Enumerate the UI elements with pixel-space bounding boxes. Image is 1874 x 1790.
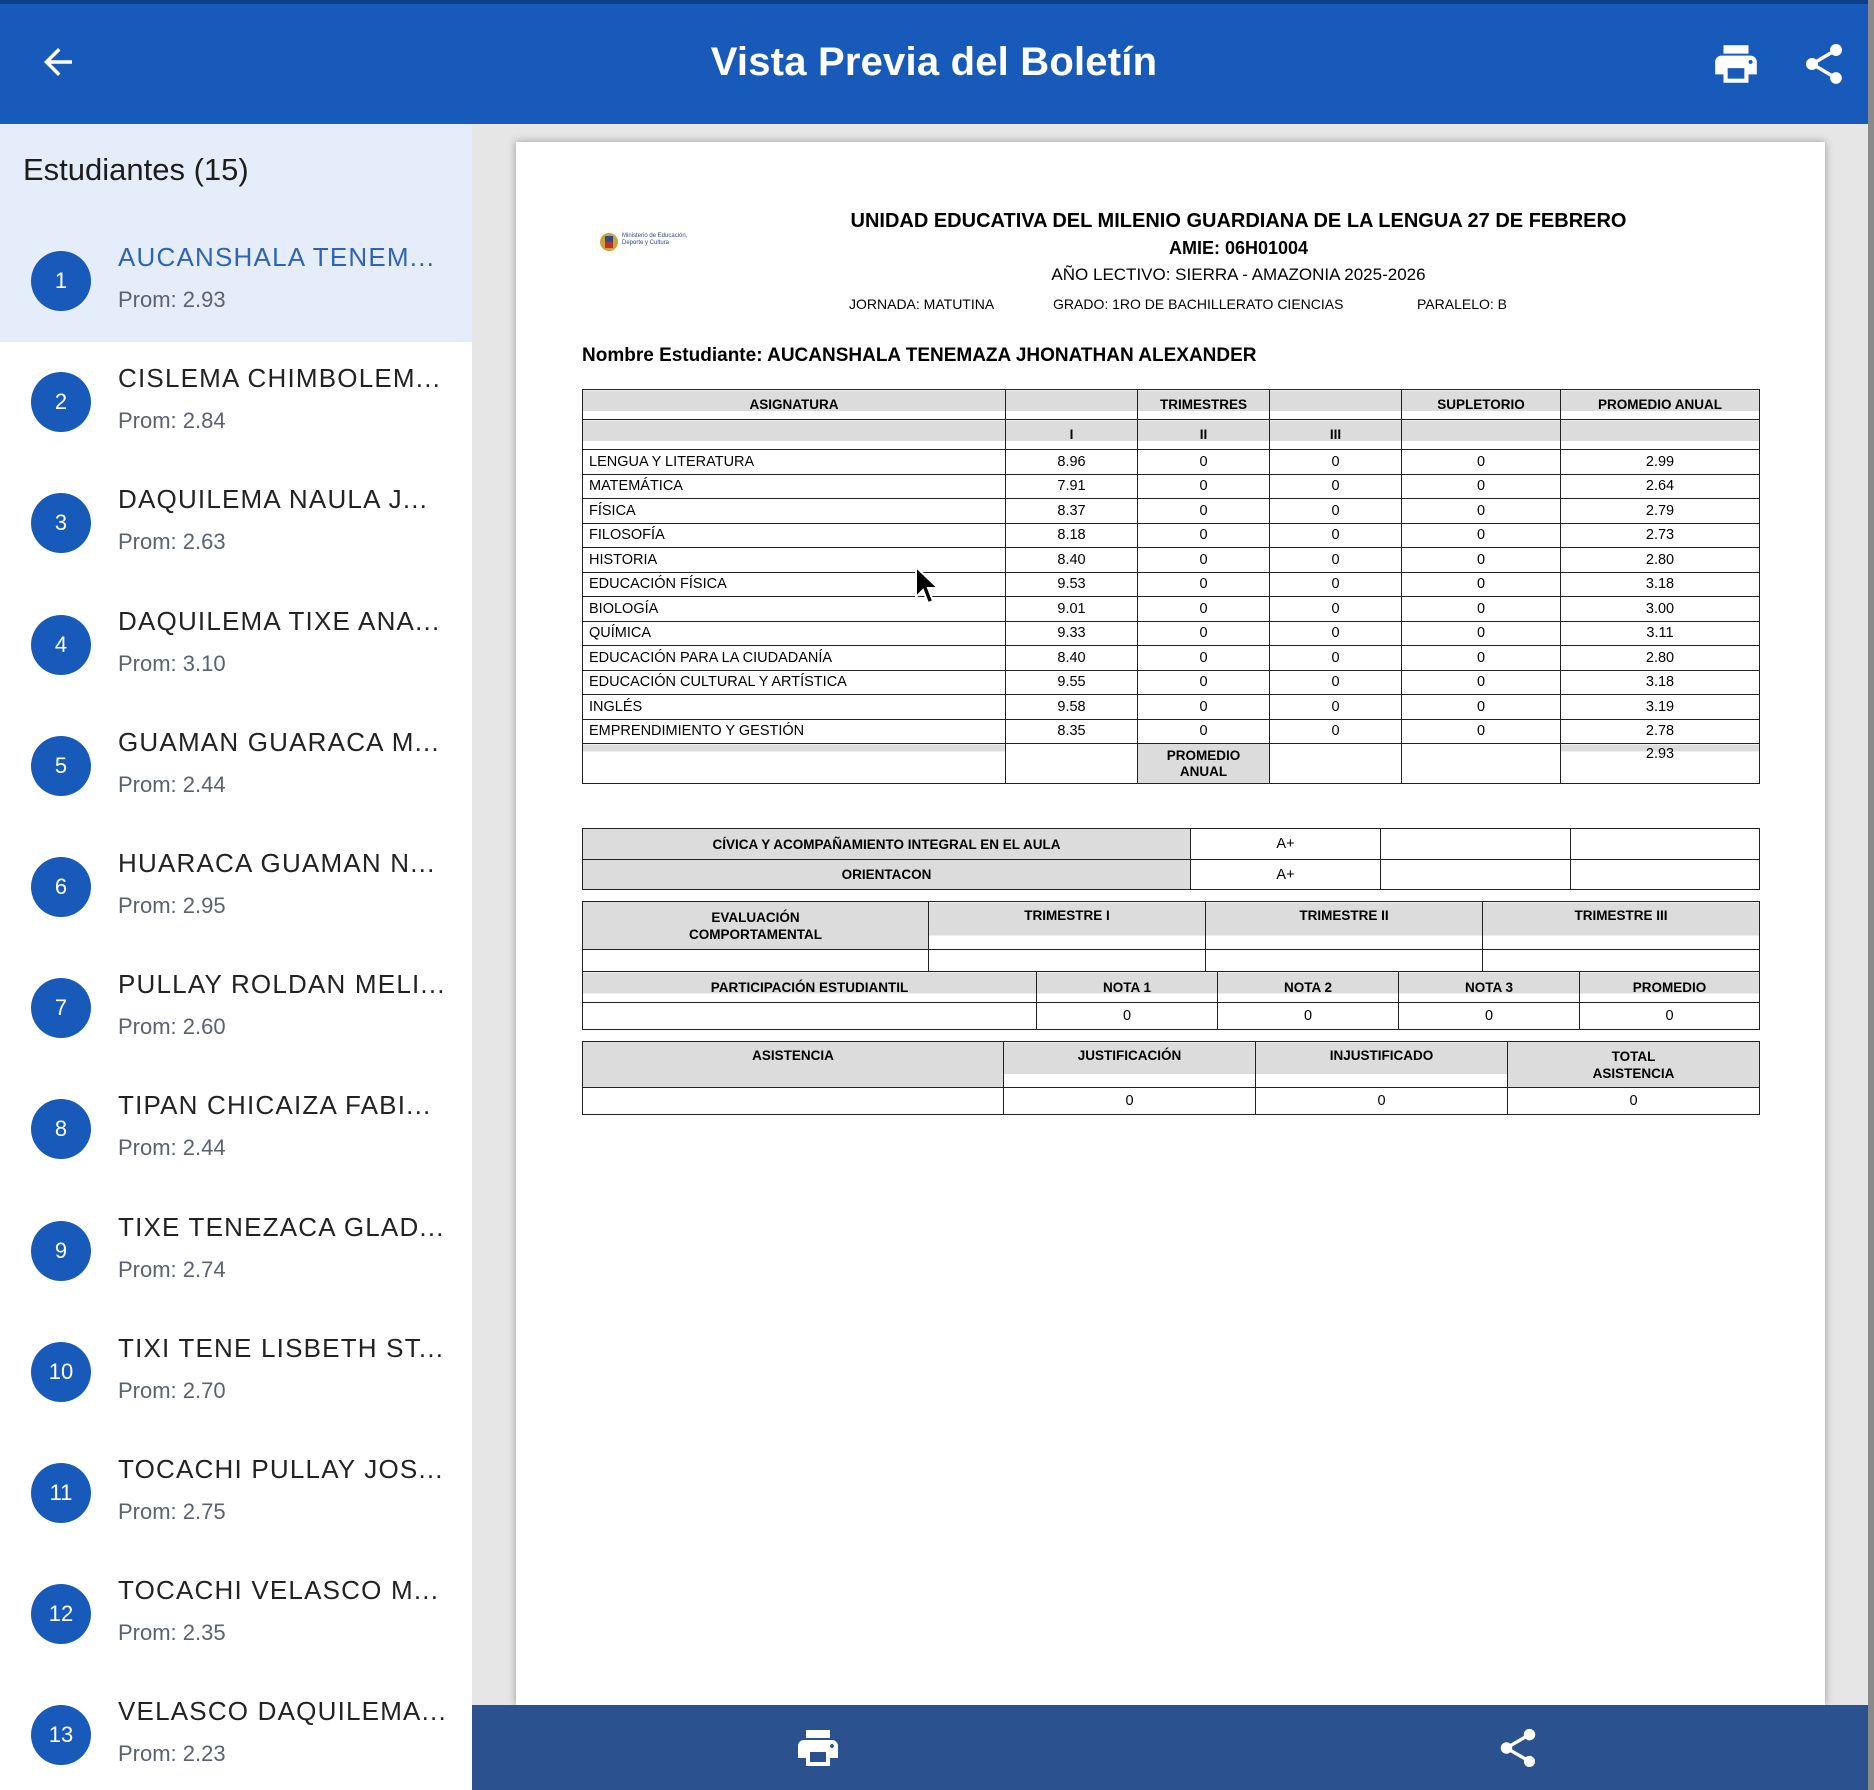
civica-label: CÍVICA Y ACOMPAÑAMIENTO INTEGRAL EN EL AULA <box>583 829 1191 860</box>
grade-cell: 8.18 <box>1006 523 1138 548</box>
injustificado-header: INJUSTIFICADO <box>1256 1042 1508 1088</box>
empty-cell <box>1381 860 1571 890</box>
comportamiento-table <box>582 901 1760 975</box>
grade-row <box>583 450 1760 475</box>
nota2-header: NOTA 2 <box>1218 972 1399 1003</box>
annual-average-label-text: PROMEDIO ANUAL <box>1166 747 1241 779</box>
grade-cell: 0 <box>1402 572 1561 597</box>
total-asistencia-header <box>1508 1042 1760 1088</box>
print-icon <box>1711 39 1761 89</box>
student-list-title: Estudiantes (15) <box>23 152 249 187</box>
share-icon <box>1495 1725 1541 1771</box>
student-average-label: Prom: 2.93 <box>118 287 226 312</box>
civica-value: A+ <box>1191 829 1381 860</box>
grade-cell: 3.18 <box>1561 572 1760 597</box>
student-list-item[interactable] <box>0 706 472 827</box>
nota1-header: NOTA 1 <box>1037 972 1218 1003</box>
grade-row <box>583 695 1760 720</box>
student-average-label: Prom: 2.75 <box>118 1499 226 1524</box>
grade-cell: 9.55 <box>1006 670 1138 695</box>
grade-cell: 3.11 <box>1561 621 1760 646</box>
student-list-item[interactable] <box>0 585 472 706</box>
grade-cell: 2.78 <box>1561 719 1760 744</box>
grade-cell: 0 <box>1402 523 1561 548</box>
subheader-blank <box>583 420 1006 450</box>
grade-cell: 3.00 <box>1561 597 1760 622</box>
student-name-label: TIXE TENEZACA GLAD... <box>118 1211 445 1242</box>
grade-cell: 0 <box>1270 670 1402 695</box>
grade-cell: 2.80 <box>1561 646 1760 671</box>
nota1-value: 0 <box>1037 1003 1218 1030</box>
grade-cell: 0 <box>1138 499 1270 524</box>
grade-cell: 0 <box>1270 499 1402 524</box>
student-number-badge: 11 <box>31 1463 91 1523</box>
grade-row <box>583 499 1760 524</box>
subject-cell: EMPRENDIMIENTO Y GESTIÓN <box>583 719 1006 744</box>
grade-cell: 0 <box>1138 597 1270 622</box>
amie-code: AMIE: 06H01004 <box>1168 238 1309 258</box>
grade-row <box>583 548 1760 573</box>
grade-cell: 0 <box>1270 450 1402 475</box>
grade-cell: 0 <box>1402 670 1561 695</box>
student-average-label: Prom: 2.44 <box>118 771 226 797</box>
annual-average-label <box>1138 744 1270 784</box>
school-name: UNIDAD EDUCATIVA DEL MILENIO GUARDIANA DE LA LENGUA 27 DE FEBRERO <box>850 210 1627 232</box>
grade-cell: 8.40 <box>1006 548 1138 573</box>
student-name: Nombre Estudiante: AUCANSHALA TENEMAZA JHONATHAN ALEXANDER <box>582 345 1257 366</box>
grade-cell: 0 <box>1270 695 1402 720</box>
student-name-label: TOCACHI PULLAY JOS... <box>118 1454 444 1484</box>
grade-cell: 0 <box>1138 523 1270 548</box>
grade-cell: 0 <box>1270 548 1402 573</box>
student-average-label: Prom: 2.35 <box>118 1620 226 1646</box>
subheader-t1: I <box>1006 420 1138 450</box>
comportamiento-t1: TRIMESTRE I <box>929 902 1206 950</box>
grades-table <box>582 389 1760 784</box>
student-list-item[interactable] <box>0 342 472 463</box>
mouse-cursor-icon <box>914 565 942 607</box>
grade-cell: 9.01 <box>1006 597 1138 622</box>
empty-cell <box>1006 744 1138 784</box>
subject-cell: MATEMÁTICA <box>583 474 1006 499</box>
grade-row <box>583 523 1760 548</box>
nota2-value: 0 <box>1218 1003 1399 1030</box>
participacion-label: PARTICIPACIÓN ESTUDIANTIL <box>583 972 1037 1003</box>
empty-cell <box>1571 860 1760 890</box>
subject-cell: LENGUA Y LITERATURA <box>583 450 1006 475</box>
grade-cell: 0 <box>1402 450 1561 475</box>
empty-cell <box>1402 744 1561 784</box>
grade-cell: 3.18 <box>1561 670 1760 695</box>
student-name-label: TIPAN CHICAIZA FABI... <box>118 1090 432 1121</box>
grade-cell: 0 <box>1402 474 1561 499</box>
annual-average-value: 2.93 <box>1561 744 1760 784</box>
asistencia-table <box>582 1041 1760 1115</box>
justificacion-value: 0 <box>1004 1088 1256 1115</box>
student-name-label: AUCANSHALA TENEM... <box>118 242 436 272</box>
promedio-value: 0 <box>1580 1003 1760 1030</box>
student-list-item[interactable] <box>0 1554 472 1675</box>
subject-cell: HISTORIA <box>583 548 1006 573</box>
subject-cell: FILOSOFÍA <box>583 523 1006 548</box>
grade-cell: 0 <box>1402 597 1561 622</box>
grade-cell: 2.79 <box>1561 499 1760 524</box>
grade-cell: 0 <box>1270 621 1402 646</box>
header-blank <box>1270 390 1402 420</box>
report-card-document <box>516 142 1825 1705</box>
grade-cell: 3.19 <box>1561 695 1760 720</box>
subheader-blank <box>1561 420 1760 450</box>
grade-cell: 0 <box>1270 646 1402 671</box>
participacion-table <box>582 971 1760 1030</box>
subject-cell: INGLÉS <box>583 695 1006 720</box>
grade-cell: 2.99 <box>1561 450 1760 475</box>
window-edge <box>1868 0 1874 1790</box>
student-average-label: Prom: 2.44 <box>118 1135 226 1161</box>
share-icon <box>1800 40 1848 88</box>
header-supletorio: SUPLETORIO <box>1402 390 1561 420</box>
student-average-label: Prom: 2.95 <box>118 893 226 918</box>
subject-cell: FÍSICA <box>583 499 1006 524</box>
student-list-item[interactable] <box>0 948 472 1069</box>
grade-cell: 0 <box>1138 572 1270 597</box>
grade-row <box>583 572 1760 597</box>
bottom-share-button[interactable] <box>1490 1720 1546 1776</box>
app-bar <box>0 0 1868 124</box>
student-number-badge: 5 <box>31 736 91 796</box>
promedio-header: PROMEDIO <box>1580 972 1760 1003</box>
empty-cell <box>1381 829 1571 860</box>
grade-cell: 0 <box>1270 719 1402 744</box>
student-average-label: Prom: 3.10 <box>118 650 226 676</box>
student-number-badge: 9 <box>31 1221 91 1281</box>
grade-cell: 0 <box>1270 474 1402 499</box>
grade-cell: 0 <box>1402 719 1561 744</box>
student-name-label: PULLAY ROLDAN MELI... <box>118 969 446 1000</box>
nota3-value: 0 <box>1399 1003 1580 1030</box>
subject-cell: EDUCACIÓN FÍSICA <box>583 572 1006 597</box>
grade-cell: 2.73 <box>1561 523 1760 548</box>
grade-cell: 0 <box>1138 670 1270 695</box>
header-subject: ASIGNATURA <box>583 390 1006 420</box>
justificacion-header: JUSTIFICACIÓN <box>1004 1042 1256 1088</box>
annual-average-row <box>583 744 1760 784</box>
empty-cell <box>1270 744 1402 784</box>
behavior-grades-table <box>582 828 1760 890</box>
grade-cell: 0 <box>1138 621 1270 646</box>
grade-row <box>583 474 1760 499</box>
grade-cell: 9.58 <box>1006 695 1138 720</box>
empty-cell <box>583 1088 1004 1115</box>
grade-cell: 7.91 <box>1006 474 1138 499</box>
student-number-badge: 10 <box>31 1342 91 1402</box>
student-number-badge: 12 <box>31 1584 91 1644</box>
subject-cell: QUÍMICA <box>583 621 1006 646</box>
share-button[interactable] <box>1796 36 1852 92</box>
ministry-logo-text: Ministerio de Educación, Deporte y Cultura <box>622 233 688 246</box>
student-name-label: DAQUILEMA NAULA J... <box>118 484 429 515</box>
total-asistencia-value: 0 <box>1508 1088 1760 1115</box>
student-list-item[interactable] <box>0 221 472 342</box>
subject-cell: EDUCACIÓN CULTURAL Y ARTÍSTICA <box>583 670 1006 695</box>
grade-cell: 0 <box>1138 695 1270 720</box>
grade-row <box>583 597 1760 622</box>
subject-cell: BIOLOGÍA <box>583 597 1006 622</box>
grade-cell: 8.96 <box>1006 450 1138 475</box>
student-name-label: CISLEMA CHIMBOLEM... <box>118 363 442 394</box>
grado: GRADO: 1RO DE BACHILLERATO CIENCIAS <box>1053 296 1344 312</box>
grade-cell: 0 <box>1138 474 1270 499</box>
student-number-badge: 2 <box>31 372 91 432</box>
student-name-label: GUAMAN GUARACA M... <box>118 726 440 757</box>
grade-cell: 9.53 <box>1006 572 1138 597</box>
student-name-label: DAQUILEMA TIXE ANA... <box>118 605 441 636</box>
grade-cell: 0 <box>1138 646 1270 671</box>
student-number-badge: 1 <box>31 251 91 311</box>
student-number-badge: 6 <box>31 857 91 917</box>
orientacion-value: A+ <box>1191 860 1381 890</box>
grade-cell: 0 <box>1138 450 1270 475</box>
comportamiento-label <box>583 902 929 950</box>
grade-cell: 0 <box>1138 719 1270 744</box>
header-trimestres: TRIMESTRES <box>1138 390 1270 420</box>
grade-cell: 8.35 <box>1006 719 1138 744</box>
subheader-t2: II <box>1138 420 1270 450</box>
header-promedio: PROMEDIO ANUAL <box>1561 390 1760 420</box>
grade-cell: 8.40 <box>1006 646 1138 671</box>
student-number-badge: 8 <box>31 1099 91 1159</box>
student-average-label: Prom: 2.74 <box>118 1256 226 1282</box>
student-number-badge: 3 <box>31 493 91 553</box>
bottom-print-button[interactable] <box>790 1720 846 1776</box>
comportamiento-t3: TRIMESTRE III <box>1483 902 1760 950</box>
header-blank <box>1006 390 1138 420</box>
grade-row <box>583 719 1760 744</box>
grade-cell: 9.33 <box>1006 621 1138 646</box>
student-list-item[interactable] <box>0 1312 472 1433</box>
grade-row <box>583 646 1760 671</box>
bottom-action-bar <box>472 1705 1868 1790</box>
subheader-blank <box>1402 420 1561 450</box>
student-number-badge: 7 <box>31 978 91 1038</box>
grade-cell: 0 <box>1270 572 1402 597</box>
grade-cell: 0 <box>1270 597 1402 622</box>
injustificado-value: 0 <box>1256 1088 1508 1115</box>
student-list-panel <box>0 124 472 1790</box>
grade-cell: 8.37 <box>1006 499 1138 524</box>
student-average-label: Prom: 2.60 <box>118 1014 226 1040</box>
student-list-item[interactable] <box>0 463 472 584</box>
empty-cell <box>1571 829 1760 860</box>
student-list-item[interactable] <box>0 1191 472 1312</box>
empty-cell <box>583 1003 1037 1030</box>
student-list-item[interactable] <box>0 1069 472 1190</box>
student-list-item[interactable] <box>0 1433 472 1554</box>
student-average-label: Prom: 2.23 <box>118 1741 226 1767</box>
print-button[interactable] <box>1708 36 1764 92</box>
asistencia-label: ASISTENCIA <box>583 1042 1004 1088</box>
subheader-t3: III <box>1270 420 1402 450</box>
student-average-label: Prom: 2.70 <box>118 1377 226 1403</box>
total-asistencia-header-text: TOTAL ASISTENCIA <box>1592 1048 1675 1081</box>
student-number-badge: 4 <box>31 615 91 675</box>
grade-cell: 0 <box>1402 621 1561 646</box>
grade-cell: 0 <box>1138 548 1270 573</box>
student-list-item[interactable] <box>0 1675 472 1790</box>
grade-cell: 0 <box>1402 695 1561 720</box>
grade-cell: 2.80 <box>1561 548 1760 573</box>
grade-cell: 0 <box>1402 646 1561 671</box>
page-title: Vista Previa del Boletín <box>710 40 1158 84</box>
subject-cell: EDUCACIÓN PARA LA CIUDADANÍA <box>583 646 1006 671</box>
grade-row <box>583 670 1760 695</box>
grade-cell: 0 <box>1270 523 1402 548</box>
jornada: JORNADA: MATUTINA <box>849 296 995 312</box>
grade-cell: 0 <box>1402 499 1561 524</box>
student-name-label: TOCACHI VELASCO M... <box>118 1575 440 1606</box>
comportamiento-label-text: EVALUACIÓN COMPORTAMENTAL <box>689 909 822 942</box>
empty-cell <box>583 744 1006 784</box>
grade-row <box>583 621 1760 646</box>
student-number-badge: 13 <box>31 1705 91 1765</box>
paralelo: PARALELO: B <box>1417 296 1508 312</box>
print-icon <box>794 1724 842 1772</box>
nota3-header: NOTA 3 <box>1399 972 1580 1003</box>
student-average-label: Prom: 2.63 <box>118 529 226 555</box>
student-list-item[interactable] <box>0 827 472 948</box>
student-name-label: HUARACA GUAMAN N... <box>118 848 436 878</box>
school-year: AÑO LECTIVO: SIERRA - AMAZONIA 2025-2026 <box>1051 265 1426 284</box>
student-name-label: TIXI TENE LISBETH ST... <box>118 1332 445 1363</box>
orientacion-label: ORIENTACON <box>583 860 1191 890</box>
grade-cell: 0 <box>1402 548 1561 573</box>
comportamiento-t2: TRIMESTRE II <box>1206 902 1483 950</box>
student-name-label: VELASCO DAQUILEMA... <box>118 1696 447 1727</box>
student-average-label: Prom: 2.84 <box>118 408 226 434</box>
grade-cell: 2.64 <box>1561 474 1760 499</box>
